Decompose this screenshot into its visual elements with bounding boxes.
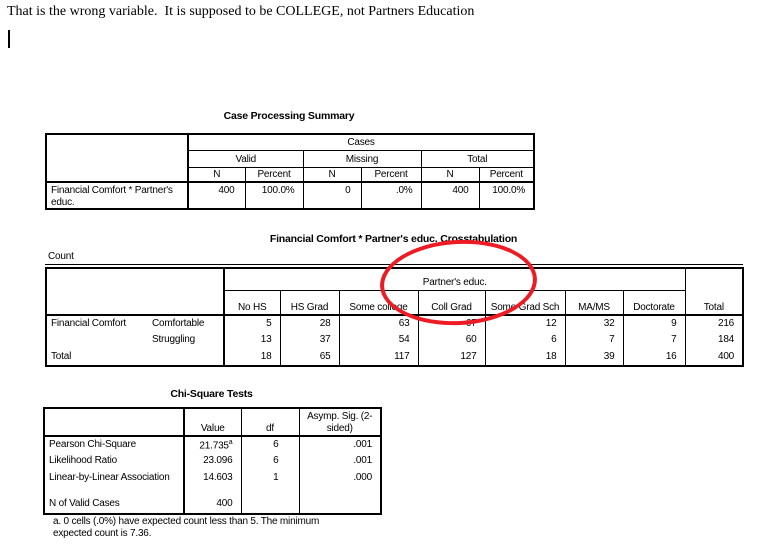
value-column-header: Value — [184, 408, 241, 436]
cell-value: 16 — [623, 349, 685, 366]
cell-value: 67 — [418, 315, 485, 332]
blank-corner-cell — [46, 134, 188, 182]
footnote-marker: a — [228, 439, 233, 446]
column-header: Some Grad Sch — [485, 290, 565, 315]
chi-square-title: Chi-Square Tests — [170, 388, 253, 400]
cell-value: 65 — [280, 349, 339, 366]
cell-value: 5 — [224, 315, 280, 332]
statistic-value: 21.735 — [199, 440, 229, 452]
df-cell — [241, 496, 299, 514]
cell-value: 127 — [418, 349, 485, 366]
table-row — [46, 349, 743, 366]
sig-column-header: Asymp. Sig. (2-sided) — [299, 408, 381, 436]
sig-cell — [299, 496, 381, 514]
row-label: Pearson Chi-Square — [49, 439, 137, 450]
cases-header: Cases — [188, 134, 534, 150]
df-cell: 1 — [241, 470, 299, 496]
missing-percent-value: .0% — [361, 182, 421, 209]
cell-value: 37 — [280, 332, 339, 349]
total-row-label: Total — [51, 351, 72, 362]
column-header: No HS — [224, 290, 280, 315]
case-processing-title: Case Processing Summary — [223, 110, 355, 122]
cell-value: 12 — [485, 315, 565, 332]
n-header: N — [188, 167, 245, 182]
table-row — [46, 182, 534, 209]
table-row — [44, 453, 381, 470]
cell-value: 6 — [485, 332, 565, 349]
cell-value: 28 — [280, 315, 339, 332]
valid-n-value: 400 — [188, 182, 245, 209]
row-label: Struggling — [152, 334, 196, 345]
row-label: Likelihood Ratio — [49, 455, 117, 466]
n-header: N — [421, 167, 479, 182]
row-label: Linear-by-Linear Association — [49, 472, 170, 483]
table-row — [44, 436, 381, 453]
cell-value: 18 — [485, 349, 565, 366]
partners-educ-header: Partner's educ. — [224, 268, 685, 290]
cell-value: 32 — [565, 315, 623, 332]
sig-cell: .000 — [299, 470, 381, 496]
value-cell: 23.096 — [184, 453, 241, 470]
valid-header: Valid — [188, 150, 303, 167]
cell-value: 60 — [418, 332, 485, 349]
row-label: N of Valid Cases — [49, 498, 120, 509]
case-processing-table — [45, 133, 535, 210]
column-header: MA/MS — [565, 290, 623, 315]
missing-n-value: 0 — [303, 182, 361, 209]
valid-percent-value: 100.0% — [245, 182, 303, 209]
missing-header: Missing — [303, 150, 421, 167]
row-total-value: 184 — [685, 332, 743, 349]
value-cell: 400 — [184, 496, 241, 514]
df-cell: 6 — [241, 436, 299, 453]
text-cursor — [8, 30, 10, 48]
total-n-value: 400 — [421, 182, 479, 209]
percent-header: Percent — [361, 167, 421, 182]
cell-value: 7 — [623, 332, 685, 349]
total-column-header: Total — [685, 268, 743, 315]
table-row — [46, 332, 743, 349]
value-cell — [184, 436, 241, 453]
cell-value: 13 — [224, 332, 280, 349]
crosstab-title: Financial Comfort * Partner's educ. Crosstabulation — [269, 233, 518, 245]
comment-text: That is the wrong variable. It is supposed to be COLLEGE, not Partners Education — [7, 4, 475, 19]
percent-header: Percent — [245, 167, 303, 182]
cell-value: 9 — [623, 315, 685, 332]
cell-value: 54 — [339, 332, 418, 349]
df-column-header: df — [241, 408, 299, 436]
blank-corner-cell — [44, 408, 184, 436]
percent-header: Percent — [479, 167, 534, 182]
cell-value: 117 — [339, 349, 418, 366]
cell-value: 63 — [339, 315, 418, 332]
chi-square-table — [43, 407, 382, 515]
n-header: N — [303, 167, 361, 182]
column-header: Coll Grad — [418, 290, 485, 315]
row-label: Financial Comfort * Partner's educ. — [51, 185, 173, 208]
cell-value: 39 — [565, 349, 623, 366]
grand-total-value: 400 — [685, 349, 743, 366]
row-group-label: Financial Comfort — [51, 318, 126, 329]
total-header: Total — [421, 150, 534, 167]
chi-square-footnote: a. 0 cells (.0%) have expected count less than 5. The minimum expected count is 7.36. — [53, 516, 320, 539]
sig-cell: .001 — [299, 436, 381, 453]
count-label: Count — [45, 251, 743, 265]
row-label: Comfortable — [152, 318, 205, 329]
total-percent-value: 100.0% — [479, 182, 534, 209]
df-cell: 6 — [241, 453, 299, 470]
column-header: HS Grad — [280, 290, 339, 315]
table-row — [46, 315, 743, 332]
table-row — [44, 470, 381, 496]
column-header: Doctorate — [623, 290, 685, 315]
sig-cell: .001 — [299, 453, 381, 470]
cell-value: 18 — [224, 349, 280, 366]
cell-value: 7 — [565, 332, 623, 349]
row-total-value: 216 — [685, 315, 743, 332]
blank-corner-cell — [46, 268, 224, 315]
table-row — [44, 496, 381, 514]
column-header: Some college — [339, 290, 418, 315]
value-cell: 14.603 — [184, 470, 241, 496]
